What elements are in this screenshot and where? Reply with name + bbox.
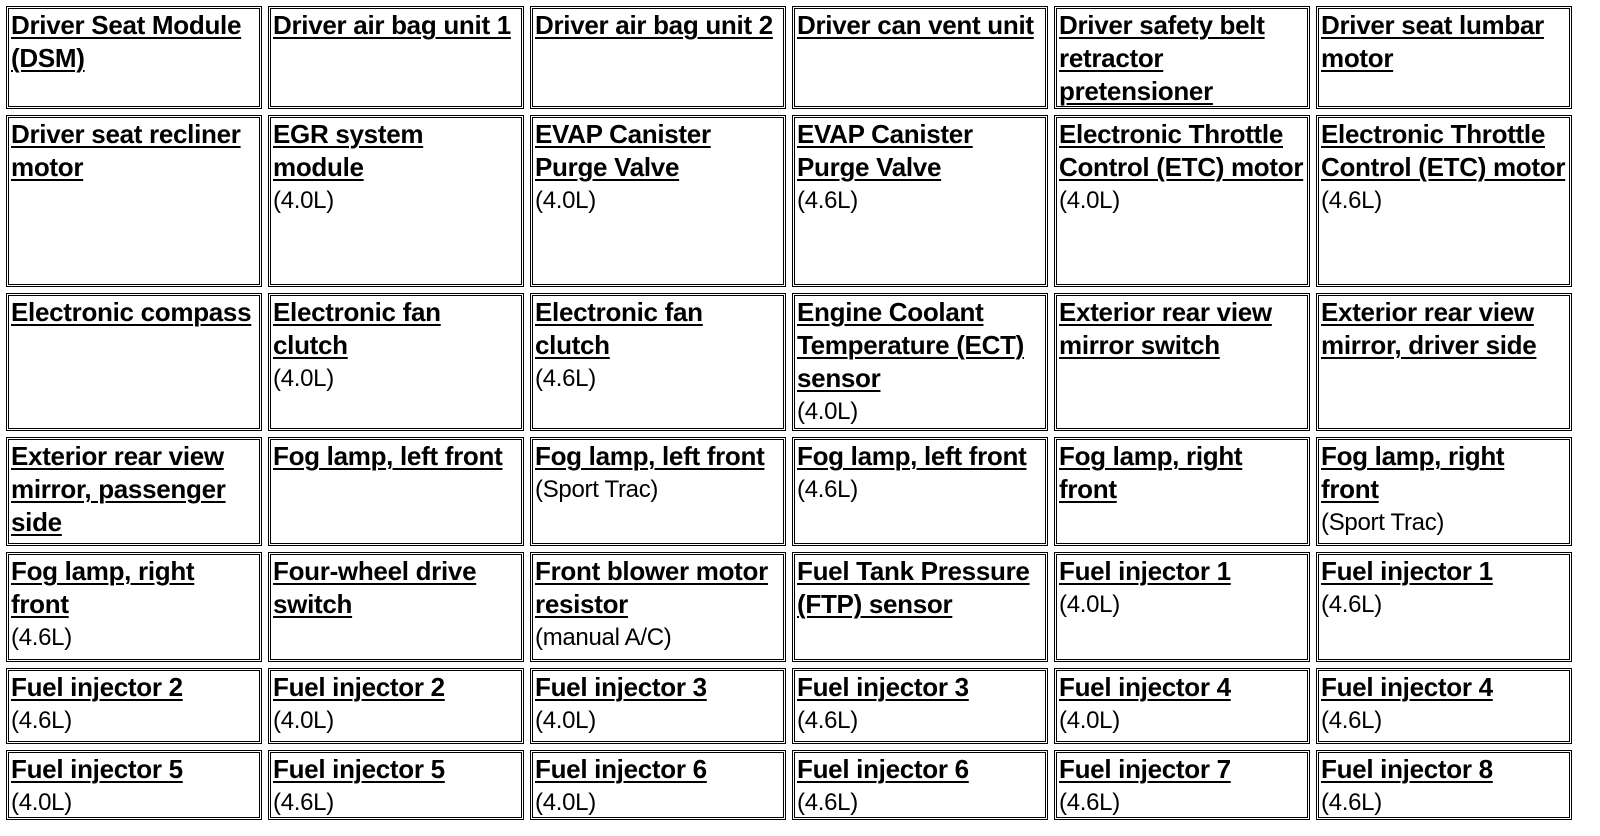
component-link[interactable]: Fuel injector 4	[1321, 672, 1493, 702]
component-link[interactable]: EVAP Canister Purge Valve	[797, 119, 973, 182]
component-link[interactable]: EVAP Canister Purge Valve	[535, 119, 711, 182]
table-cell	[530, 6, 786, 109]
component-note: (4.0L)	[1059, 707, 1120, 734]
component-link[interactable]: Electronic fan clutch	[535, 297, 703, 360]
table-cell	[792, 115, 1048, 287]
table-cell	[1054, 115, 1310, 287]
table-cell	[792, 437, 1048, 546]
table-cell	[530, 437, 786, 546]
table-cell	[1054, 750, 1310, 820]
table-cell	[792, 293, 1048, 431]
component-note: (4.6L)	[797, 707, 858, 734]
component-note: (4.6L)	[11, 624, 72, 651]
component-note: (4.6L)	[11, 707, 72, 734]
component-index-table	[6, 6, 1594, 834]
component-link[interactable]: Driver Seat Module (DSM)	[11, 10, 242, 73]
component-note: (4.6L)	[797, 476, 858, 503]
component-note: (4.6L)	[797, 789, 858, 816]
component-link[interactable]: Fuel injector 1	[1321, 556, 1493, 586]
table-cell	[792, 552, 1048, 662]
component-link[interactable]: Fuel injector 8	[1321, 754, 1493, 784]
component-link[interactable]: Driver air bag unit 2	[535, 10, 773, 40]
table-cell	[530, 668, 786, 744]
table-cell	[1054, 293, 1310, 431]
component-link[interactable]: Fuel injector 1	[1059, 556, 1231, 586]
component-link[interactable]: Fog lamp, left front	[273, 441, 503, 471]
component-link[interactable]: Engine Coolant Temperature (ECT) sensor	[797, 297, 1025, 393]
component-link[interactable]: Fog lamp, right front	[1059, 441, 1243, 504]
component-link[interactable]: Electronic compass	[11, 297, 252, 327]
table-cell	[1316, 668, 1572, 744]
table-cell	[268, 552, 524, 662]
table-cell	[1054, 6, 1310, 109]
component-link[interactable]: Four-wheel drive switch	[273, 556, 477, 619]
component-link[interactable]: Driver air bag unit 1	[273, 10, 511, 40]
component-note: (4.0L)	[535, 707, 596, 734]
table-cell	[6, 6, 262, 109]
component-link[interactable]: Fuel injector 6	[797, 754, 969, 784]
component-note: (4.0L)	[273, 707, 334, 734]
component-note: (4.0L)	[11, 789, 72, 816]
component-link[interactable]: Fuel injector 3	[535, 672, 707, 702]
component-note: (Sport Trac)	[1321, 509, 1445, 536]
table-cell	[268, 115, 524, 287]
component-link[interactable]: Fog lamp, right front	[11, 556, 195, 619]
table-cell	[268, 6, 524, 109]
component-link[interactable]: Electronic Throttle Control (ETC) motor	[1059, 119, 1304, 182]
table-cell	[530, 750, 786, 820]
component-link[interactable]: Exterior rear view mirror, passenger side	[11, 441, 226, 537]
table-cell	[6, 115, 262, 287]
component-link[interactable]: Exterior rear view mirror switch	[1059, 297, 1272, 360]
table-cell	[792, 668, 1048, 744]
component-note: (4.6L)	[1321, 789, 1382, 816]
table-cell	[1316, 115, 1572, 287]
component-link[interactable]: Fuel injector 4	[1059, 672, 1231, 702]
table-cell	[6, 552, 262, 662]
component-link[interactable]: Fuel Tank Pressure (FTP) sensor	[797, 556, 1030, 619]
table-cell	[1054, 437, 1310, 546]
component-link[interactable]: Fog lamp, left front	[535, 441, 765, 471]
table-cell	[268, 750, 524, 820]
component-note: (4.6L)	[1321, 591, 1382, 618]
component-note: (4.6L)	[273, 789, 334, 816]
component-note: (4.6L)	[1321, 707, 1382, 734]
table-cell	[6, 668, 262, 744]
component-link[interactable]: Driver safety belt retractor pretensioner	[1059, 10, 1265, 106]
component-link[interactable]: Fuel injector 6	[535, 754, 707, 784]
table-cell	[1316, 437, 1572, 546]
component-note: (4.0L)	[535, 789, 596, 816]
component-link[interactable]: Fuel injector 2	[273, 672, 445, 702]
component-link[interactable]: Fog lamp, left front	[797, 441, 1027, 471]
component-link[interactable]: Front blower motor resistor	[535, 556, 768, 619]
component-note: (4.0L)	[797, 398, 858, 425]
table-cell	[6, 437, 262, 546]
table-cell	[268, 437, 524, 546]
component-note: (manual A/C)	[535, 624, 672, 651]
component-link[interactable]: Fuel injector 5	[273, 754, 445, 784]
table-cell	[1316, 552, 1572, 662]
component-note: (4.6L)	[535, 365, 596, 392]
table-cell	[1316, 6, 1572, 109]
table-cell	[792, 6, 1048, 109]
component-note: (Sport Trac)	[535, 476, 659, 503]
component-link[interactable]: Driver can vent unit	[797, 10, 1034, 40]
table-cell	[1054, 668, 1310, 744]
table-cell	[6, 750, 262, 820]
component-note: (4.6L)	[1321, 187, 1382, 214]
table-cell	[1316, 293, 1572, 431]
table-cell	[792, 750, 1048, 820]
component-note: (4.0L)	[1059, 591, 1120, 618]
component-note: (4.6L)	[1059, 789, 1120, 816]
table-cell	[530, 293, 786, 431]
component-note: (4.0L)	[535, 187, 596, 214]
component-note: (4.0L)	[273, 365, 334, 392]
table-cell	[1054, 552, 1310, 662]
component-link[interactable]: Driver seat lumbar motor	[1321, 10, 1544, 73]
table-cell	[1316, 750, 1572, 820]
component-link[interactable]: Fuel injector 3	[797, 672, 969, 702]
table-cell	[268, 668, 524, 744]
table-cell	[530, 115, 786, 287]
table-cell	[530, 552, 786, 662]
component-link[interactable]: Electronic Throttle Control (ETC) motor	[1321, 119, 1566, 182]
component-note: (4.0L)	[1059, 187, 1120, 214]
component-link[interactable]: Fuel injector 2	[11, 672, 183, 702]
component-link[interactable]: Fog lamp, right front	[1321, 441, 1505, 504]
component-link[interactable]: Exterior rear view mirror, driver side	[1321, 297, 1537, 360]
component-link[interactable]: Electronic fan clutch	[273, 297, 441, 360]
component-link[interactable]: Fuel injector 7	[1059, 754, 1231, 784]
table-cell	[268, 293, 524, 431]
component-link[interactable]: Driver seat recliner motor	[11, 119, 241, 182]
table-cell	[6, 293, 262, 431]
component-link[interactable]: Fuel injector 5	[11, 754, 183, 784]
component-note: (4.6L)	[797, 187, 858, 214]
component-link[interactable]: EGR system module	[273, 119, 424, 182]
component-note: (4.0L)	[273, 187, 334, 214]
